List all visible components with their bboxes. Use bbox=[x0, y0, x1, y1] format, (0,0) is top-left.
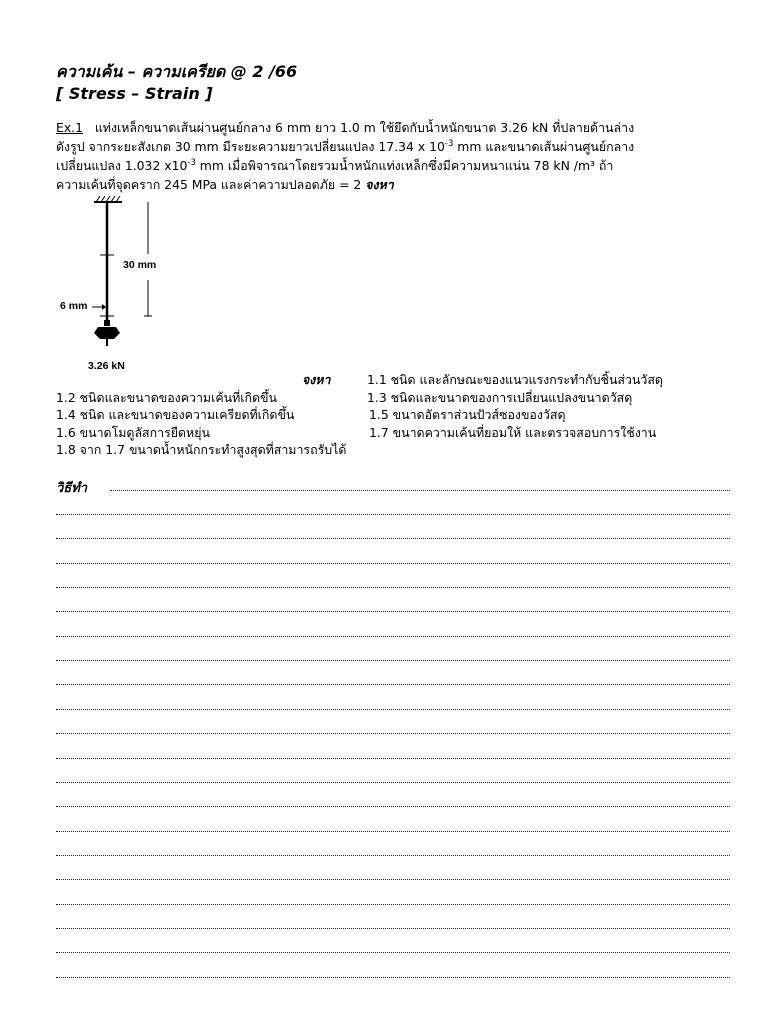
find-label-inline: จงหา bbox=[365, 177, 394, 192]
answer-line bbox=[56, 684, 730, 685]
problem-line-2-text-b: mm และขนาดเส้นผ่านศูนย์กลาง bbox=[453, 139, 635, 154]
answer-line bbox=[56, 514, 730, 515]
answer-line bbox=[56, 538, 730, 539]
problem-line-2 bbox=[56, 137, 736, 157]
load-label: 3.26 kN bbox=[88, 360, 125, 372]
answer-line bbox=[56, 855, 730, 856]
answer-line bbox=[56, 709, 730, 710]
answer-line bbox=[56, 831, 730, 832]
problem-line-1 bbox=[56, 118, 736, 138]
question-1-6: 1.6 ขนาดโมดูลัสการยืดหยุ่น bbox=[56, 425, 210, 440]
gauge-length-label: 30 mm bbox=[123, 259, 157, 271]
solution-label: วิธีทำ bbox=[56, 481, 88, 496]
question-1-2: 1.2 ชนิดและขนาดของความเค้นที่เกิดขึ้น bbox=[56, 390, 277, 405]
example-label: Ex.1 bbox=[56, 120, 83, 135]
question-1-8: 1.8 จาก 1.7 ขนาดน้ำหนักกระทำสูงสุดที่สามารถรับได้ bbox=[56, 442, 347, 457]
problem-line-3 bbox=[56, 156, 736, 176]
problem-line-1-text: แท่งเหล็กขนาดเส้นผ่านศูนย์กลาง 6 mm ยาว 1.0 m ใช้ยึดกับน้ำหนักขนาด 3.26 kN ที่ปลายด้านล่าง bbox=[94, 120, 635, 135]
question-1-5: 1.5 ขนาดอัตราส่วนปัวส์ซองของวัสดุ bbox=[369, 407, 566, 422]
answer-line bbox=[56, 977, 730, 978]
find-label: จงหา bbox=[302, 372, 331, 387]
exponent-1: -3 bbox=[444, 139, 454, 149]
answer-line bbox=[56, 758, 730, 759]
question-1-1: 1.1 ชนิด และลักษณะของแนวแรงกระทำกับชิ้นส่วนวัสดุ bbox=[367, 372, 663, 387]
diameter-label: 6 mm bbox=[60, 300, 88, 312]
question-1-7: 1.7 ขนาดความเค้นที่ยอมให้ และตรวจสอบการใช้งาน bbox=[369, 425, 657, 440]
answer-line bbox=[56, 879, 730, 880]
problem-line-4-text: ความเค้นที่จุดคราก 245 MPa และค่าความปลอดภัย = 2 bbox=[56, 177, 366, 192]
page-title-english: [ Stress – Strain ] bbox=[56, 84, 213, 103]
answer-line bbox=[56, 660, 730, 661]
answer-line bbox=[56, 636, 730, 637]
answer-line bbox=[56, 587, 730, 588]
answer-line bbox=[56, 952, 730, 953]
rod-diagram bbox=[56, 196, 186, 374]
answer-line bbox=[56, 782, 730, 783]
page-title-thai: ความเค้น – ความเครียด @ 2 /66 bbox=[56, 62, 298, 81]
rod-diagram-drawing bbox=[56, 196, 186, 374]
answer-line bbox=[56, 928, 730, 929]
question-1-4: 1.4 ชนิด และขนาดของความเครียดที่เกิดขึ้น bbox=[56, 407, 295, 422]
answer-line bbox=[56, 733, 730, 734]
exponent-2: -3 bbox=[187, 158, 196, 168]
answer-line bbox=[56, 563, 730, 564]
problem-line-3-text-b: mm เมื่อพิจารณาโดยรวมน้ำหนักแท่งเหล็กซึ่งมีความหนาแน่น 78 kN /m³ ถ้า bbox=[195, 158, 614, 173]
answer-line bbox=[56, 806, 730, 807]
answer-line bbox=[56, 904, 730, 905]
question-1-3: 1.3 ชนิดและขนาดของการเปลี่ยนแปลงขนาดวัสดุ bbox=[367, 390, 633, 405]
answer-line bbox=[110, 490, 730, 491]
problem-line-3-text-a: เปลี่ยนแปลง 1.032 x10 bbox=[56, 158, 188, 173]
answer-line bbox=[56, 611, 730, 612]
problem-line-2-text-a: ดังรูป จากระยะสังเกต 30 mm มีระยะความยาวเปลี่ยนแปลง 17.34 x 10 bbox=[56, 139, 445, 154]
problem-line-4 bbox=[56, 175, 736, 195]
